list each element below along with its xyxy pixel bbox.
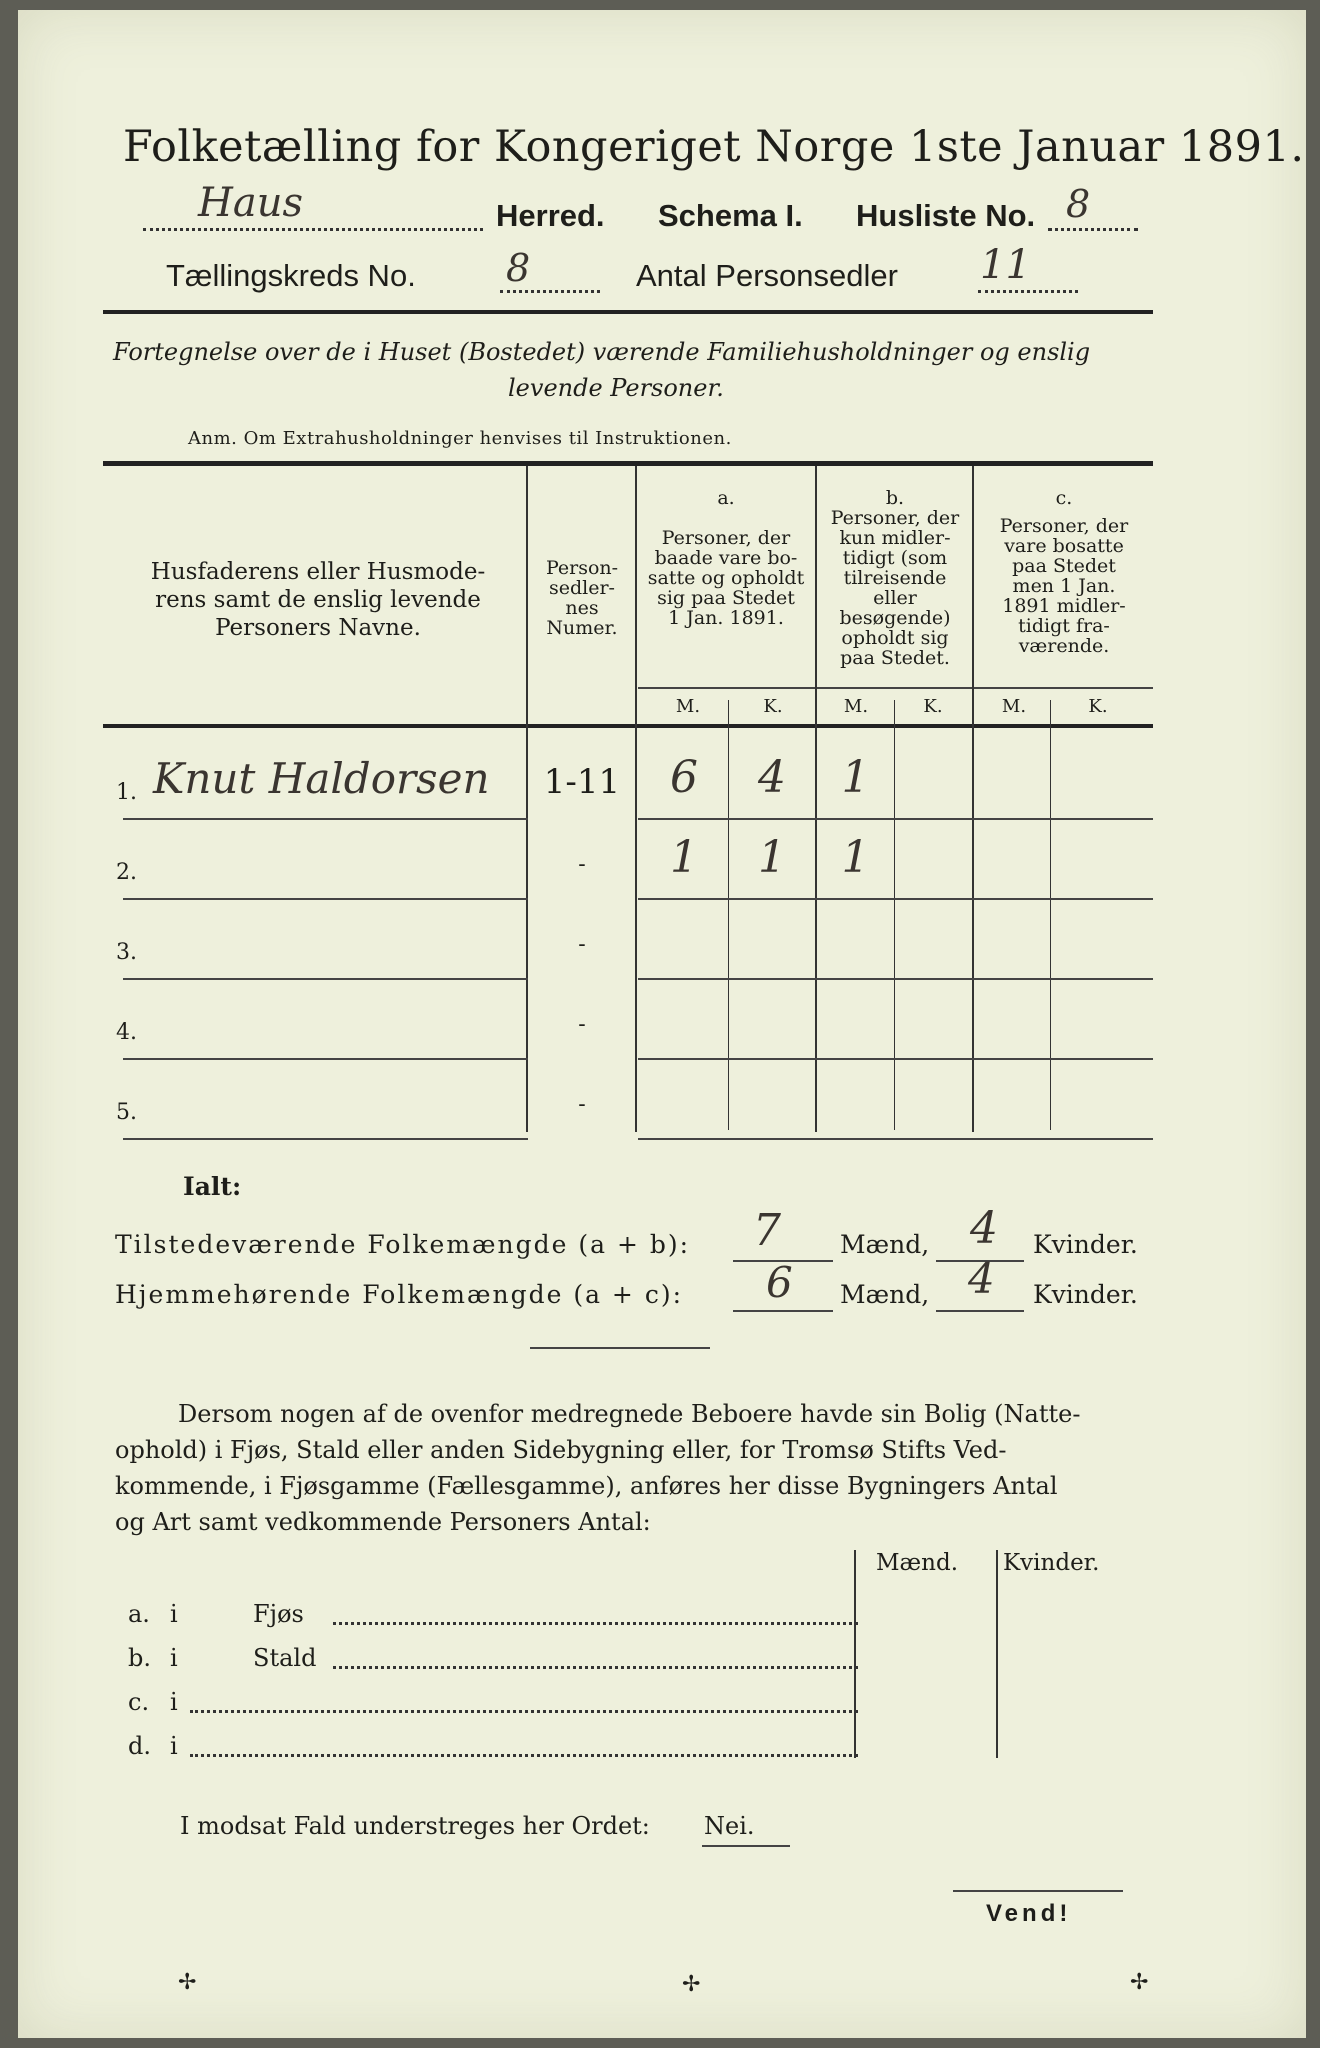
row-rule-values	[638, 1138, 1153, 1140]
tilstede-m-value: 7	[753, 1205, 781, 1256]
row-number: 2.	[116, 860, 137, 885]
tilstede-maend-label: Mænd,	[840, 1230, 930, 1259]
husliste-label: Husliste No.	[856, 198, 1036, 233]
row-rule-name	[123, 818, 528, 820]
row-name: Knut Haldorsen	[153, 754, 490, 803]
row-b-m: 1	[841, 752, 870, 803]
hjemme-label: Hjemmehørende Folkemængde (a + c):	[115, 1280, 683, 1309]
row-number: 4.	[116, 1020, 137, 1045]
anm-note: Anm. Om Extrahusholdninger henvises til Instruktionen.	[188, 428, 732, 449]
a-m-head: M.	[675, 696, 701, 717]
row-rule-name	[123, 898, 528, 900]
bolig-kvinder-head: Kvinder.	[1003, 1550, 1100, 1576]
col-head-c: c. Personer, der vare bosatte paa Stedet men 1 Jan. 1891 midler- tidigt fra- værende.	[999, 487, 1129, 657]
row-a-m: 1	[670, 832, 698, 883]
ialt-label: Ialt:	[183, 1172, 242, 1201]
bolig-item-label: Fjøs	[253, 1600, 304, 1628]
col-head-a: a. Personer, der baade vare bo- satte og opholdt sig paa Stedet 1 Jan. 1891.	[647, 487, 805, 629]
hjemme-m-value: 6	[766, 1258, 793, 1307]
c-k-head: K.	[1088, 696, 1108, 717]
row-number: 5.	[116, 1100, 137, 1125]
hjemme-k-value: 4	[968, 1254, 995, 1303]
b-k-head: K.	[923, 696, 943, 717]
row-number: 1.	[116, 780, 137, 805]
taellingskreds-value: 8	[506, 246, 531, 290]
antal-personsedler-label: Antal Personsedler	[636, 258, 898, 293]
vend-label: Vend!	[986, 1900, 1072, 1927]
bolig-item-letter: d.	[128, 1732, 151, 1760]
vline-name	[526, 466, 528, 1132]
antal-value: 11	[980, 242, 1031, 288]
tilstede-kvinder-label: Kvinder.	[1033, 1230, 1138, 1259]
corner-mark-center: ✢	[682, 1972, 701, 1997]
hjemme-m-line	[733, 1310, 833, 1312]
herred-label: Herred.	[496, 198, 605, 233]
row-a-m: 6	[670, 752, 698, 803]
bolig-item-dotted-line	[190, 1702, 858, 1713]
row-b-m: 1	[841, 832, 870, 883]
hjemme-maend-label: Mænd,	[840, 1280, 930, 1309]
intro-line-1: Fortegnelse over de i Huset (Bostedet) værende Familiehusholdninger og enslig	[113, 338, 1091, 366]
table-header-rule	[103, 724, 1153, 728]
bolig-vline-1	[854, 1550, 856, 1758]
vline-c-mk	[1050, 700, 1051, 1130]
vend-rule	[953, 1890, 1123, 1892]
row-rule-name	[123, 978, 528, 980]
husliste-dotted-line	[1048, 212, 1138, 231]
bolig-line-2: ophold) i Fjøs, Stald eller anden Sidebygning eller, for Tromsø Stifts Ved-	[115, 1436, 1007, 1464]
row-rule-values	[638, 978, 1153, 980]
bolig-item-letter: b.	[128, 1644, 151, 1672]
row-rule-name	[123, 1138, 528, 1140]
bolig-item-letter: c.	[128, 1688, 150, 1716]
modsat-word-nei: Nei.	[704, 1812, 755, 1840]
bolig-vline-2	[996, 1550, 998, 1758]
row-personsedler: -	[578, 1012, 586, 1037]
col-head-personsedler: Person- sedler- nes Numer.	[545, 557, 619, 639]
modsat-prefix: I modsat Fald understreges her Ordet:	[180, 1812, 650, 1840]
form-title: Folketælling for Kongeriget Norge 1ste Januar 1891.	[123, 122, 1305, 172]
table-top-rule	[103, 461, 1153, 466]
section-divider	[530, 1347, 710, 1349]
intro-line-2: levende Personer.	[508, 374, 724, 402]
bolig-item-i: i	[170, 1644, 178, 1672]
bolig-item-dotted-line	[190, 1746, 858, 1757]
col-head-b: b. Personer, der kun midler- tidigt (som tilreisende eller besøgende) opholdt sig paa Stedet.	[830, 487, 960, 669]
bolig-maend-head: Mænd.	[876, 1550, 959, 1576]
row-personsedler: -	[578, 932, 586, 957]
a-k-head: K.	[763, 696, 783, 717]
tilstede-label: Tilstedeværende Folkemængde (a + b):	[115, 1230, 691, 1259]
bolig-line-3: kommende, i Fjøsgamme (Fællesgamme), anføres her disse Bygningers Antal	[115, 1472, 1058, 1500]
herred-value: Haus	[198, 180, 304, 226]
col-head-name: Husfaderens eller Husmode- rens samt de enslig levende Personers Navne.	[150, 559, 486, 641]
vline-num	[635, 466, 637, 1132]
row-rule-name	[123, 1058, 528, 1060]
hjemme-k-line	[936, 1310, 1024, 1312]
husliste-value: 8	[1066, 182, 1091, 226]
header-rule	[103, 310, 1153, 314]
schema-label: Schema I.	[658, 198, 803, 233]
bolig-item-label: Stald	[253, 1644, 317, 1672]
herred-dotted-line	[143, 208, 483, 231]
row-personsedler: -	[578, 852, 586, 877]
tilstede-k-value: 4	[970, 1203, 998, 1254]
row-rule-values	[638, 898, 1153, 900]
row-personsedler: -	[578, 1092, 586, 1117]
census-form-page	[18, 10, 1306, 2038]
row-a-k: 4	[758, 752, 786, 803]
corner-mark-left: ✢	[178, 1970, 197, 1995]
bolig-item-i: i	[170, 1600, 178, 1628]
bolig-item-i: i	[170, 1688, 178, 1716]
bolig-line-4: og Art samt vedkommende Personers Antal:	[115, 1508, 651, 1536]
vline-b-mk	[894, 700, 895, 1130]
taellingskreds-label: Tællingskreds No.	[166, 258, 416, 293]
bolig-item-dotted-line	[333, 1614, 858, 1625]
row-number: 3.	[116, 940, 137, 965]
row-personsedler: 1-11	[543, 762, 621, 802]
row-rule-values	[638, 1058, 1153, 1060]
row-a-k: 1	[758, 832, 786, 883]
bolig-item-dotted-line	[333, 1658, 858, 1669]
bolig-item-i: i	[170, 1732, 178, 1760]
row-rule-values	[638, 818, 1153, 820]
b-m-head: M.	[843, 696, 869, 717]
corner-mark-right: ✢	[1130, 1970, 1149, 1995]
bolig-line-1: Dersom nogen af de ovenfor medregnede Beboere havde sin Bolig (Natte-	[178, 1400, 1081, 1428]
c-m-head: M.	[1001, 696, 1027, 717]
nei-underline	[702, 1845, 790, 1847]
bolig-item-letter: a.	[128, 1600, 150, 1628]
mk-header-rule	[638, 687, 1153, 689]
hjemme-kvinder-label: Kvinder.	[1033, 1280, 1138, 1309]
